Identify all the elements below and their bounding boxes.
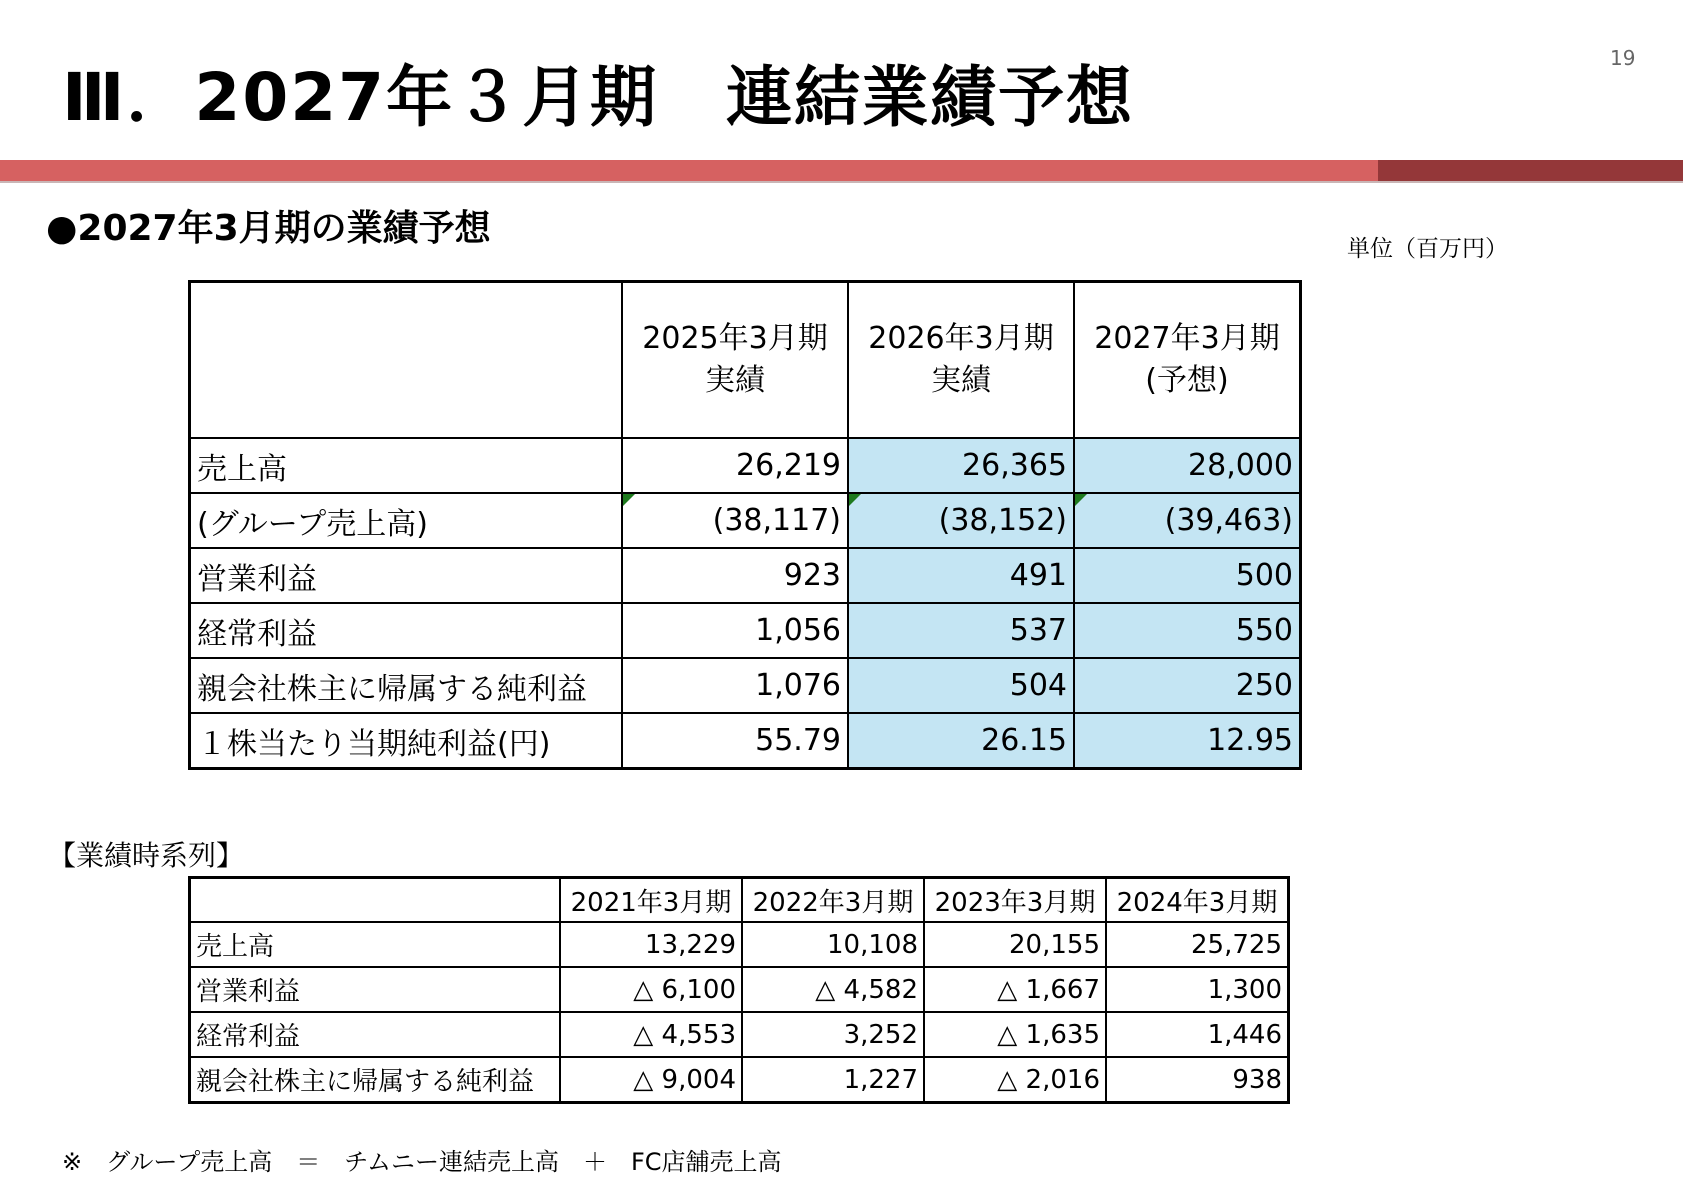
slide-title: Ⅲ．2027年３月期 連結業績予想 bbox=[62, 59, 1135, 136]
cell-value: △ 4,582 bbox=[742, 967, 924, 1012]
table-row bbox=[190, 603, 1301, 658]
cell-value: 550 bbox=[1074, 603, 1301, 658]
header-period: 2025年3月期 bbox=[642, 321, 828, 356]
cell-value: 13,229 bbox=[560, 922, 742, 967]
row-label: １株当たり当期純利益(円) bbox=[190, 713, 623, 769]
row-label: 売上高 bbox=[190, 438, 623, 493]
header-kind: (予想) bbox=[1145, 363, 1229, 398]
cell-value: △ 2,016 bbox=[924, 1057, 1106, 1103]
row-label: 経常利益 bbox=[190, 603, 623, 658]
header-blank-cell bbox=[190, 878, 561, 923]
cell-value: 938 bbox=[1106, 1057, 1289, 1103]
row-label: 売上高 bbox=[190, 922, 561, 967]
forecast-table-header bbox=[190, 282, 1301, 439]
cell-value: △ 4,553 bbox=[560, 1012, 742, 1057]
cell-value: 504 bbox=[848, 658, 1074, 713]
table-row bbox=[190, 548, 1301, 603]
cell-value: (38,117) bbox=[712, 503, 841, 538]
cell-value: 55.79 bbox=[622, 713, 848, 769]
table-row bbox=[190, 1012, 1289, 1057]
cell-value-with-marker bbox=[1074, 493, 1301, 548]
table-row bbox=[190, 658, 1301, 713]
page-number: 19 bbox=[1610, 46, 1636, 70]
header-period: 2027年3月期 bbox=[1094, 321, 1280, 356]
header-col-2025 bbox=[622, 282, 848, 439]
cell-marker-icon bbox=[1075, 494, 1087, 506]
cell-value: 923 bbox=[622, 548, 848, 603]
title-accent-bar bbox=[0, 160, 1378, 181]
table-row bbox=[190, 1057, 1289, 1103]
table-row bbox=[190, 967, 1289, 1012]
header-col: 2023年3月期 bbox=[924, 878, 1106, 923]
history-heading: 【業績時系列】 bbox=[48, 839, 245, 872]
cell-value: 26.15 bbox=[848, 713, 1074, 769]
header-col: 2024年3月期 bbox=[1106, 878, 1289, 923]
header-col: 2021年3月期 bbox=[560, 878, 742, 923]
header-kind: 実績 bbox=[705, 363, 765, 398]
unit-label: 単位（百万円） bbox=[1347, 236, 1508, 262]
row-label: (グループ売上高) bbox=[190, 493, 623, 548]
header-blank-cell bbox=[190, 282, 623, 439]
table-row bbox=[190, 493, 1301, 548]
cell-value: 1,446 bbox=[1106, 1012, 1289, 1057]
footnote: ※ グループ売上高 ＝ チムニー連結売上高 ＋ FC店舗売上高 bbox=[62, 1148, 782, 1176]
cell-value: 12.95 bbox=[1074, 713, 1301, 769]
cell-value: 500 bbox=[1074, 548, 1301, 603]
cell-value: 1,076 bbox=[622, 658, 848, 713]
cell-value: 1,227 bbox=[742, 1057, 924, 1103]
cell-value: △ 6,100 bbox=[560, 967, 742, 1012]
header-period: 2026年3月期 bbox=[868, 321, 1054, 356]
header-col: 2022年3月期 bbox=[742, 878, 924, 923]
cell-value: 491 bbox=[848, 548, 1074, 603]
cell-value-with-marker bbox=[848, 493, 1074, 548]
title-accent-bar-dark bbox=[1378, 160, 1683, 181]
cell-value: △ 9,004 bbox=[560, 1057, 742, 1103]
history-table bbox=[188, 876, 1290, 1104]
section-heading: ●2027年3月期の業績予想 bbox=[46, 208, 491, 249]
cell-value: (38,152) bbox=[938, 503, 1067, 538]
forecast-table bbox=[188, 280, 1302, 770]
header-col-2026 bbox=[848, 282, 1074, 439]
history-table-header bbox=[190, 878, 1289, 923]
row-label: 親会社株主に帰属する純利益 bbox=[190, 1057, 561, 1103]
row-label: 経常利益 bbox=[190, 1012, 561, 1057]
cell-value: △ 1,635 bbox=[924, 1012, 1106, 1057]
cell-marker-icon bbox=[849, 494, 861, 506]
cell-value: (39,463) bbox=[1164, 503, 1293, 538]
cell-value: 26,219 bbox=[622, 438, 848, 493]
cell-value: △ 1,667 bbox=[924, 967, 1106, 1012]
cell-value: 10,108 bbox=[742, 922, 924, 967]
cell-value: 537 bbox=[848, 603, 1074, 658]
cell-marker-icon bbox=[623, 494, 635, 506]
table-row bbox=[190, 438, 1301, 493]
row-label: 営業利益 bbox=[190, 967, 561, 1012]
row-label: 親会社株主に帰属する純利益 bbox=[190, 658, 623, 713]
table-row bbox=[190, 713, 1301, 769]
cell-value: 250 bbox=[1074, 658, 1301, 713]
cell-value-with-marker bbox=[622, 493, 848, 548]
cell-value: 1,300 bbox=[1106, 967, 1289, 1012]
cell-value: 26,365 bbox=[848, 438, 1074, 493]
cell-value: 3,252 bbox=[742, 1012, 924, 1057]
title-underline bbox=[0, 181, 1683, 183]
table-row bbox=[190, 922, 1289, 967]
row-label: 営業利益 bbox=[190, 548, 623, 603]
header-col-2027 bbox=[1074, 282, 1301, 439]
header-kind: 実績 bbox=[931, 363, 991, 398]
cell-value: 1,056 bbox=[622, 603, 848, 658]
cell-value: 28,000 bbox=[1074, 438, 1301, 493]
cell-value: 20,155 bbox=[924, 922, 1106, 967]
cell-value: 25,725 bbox=[1106, 922, 1289, 967]
